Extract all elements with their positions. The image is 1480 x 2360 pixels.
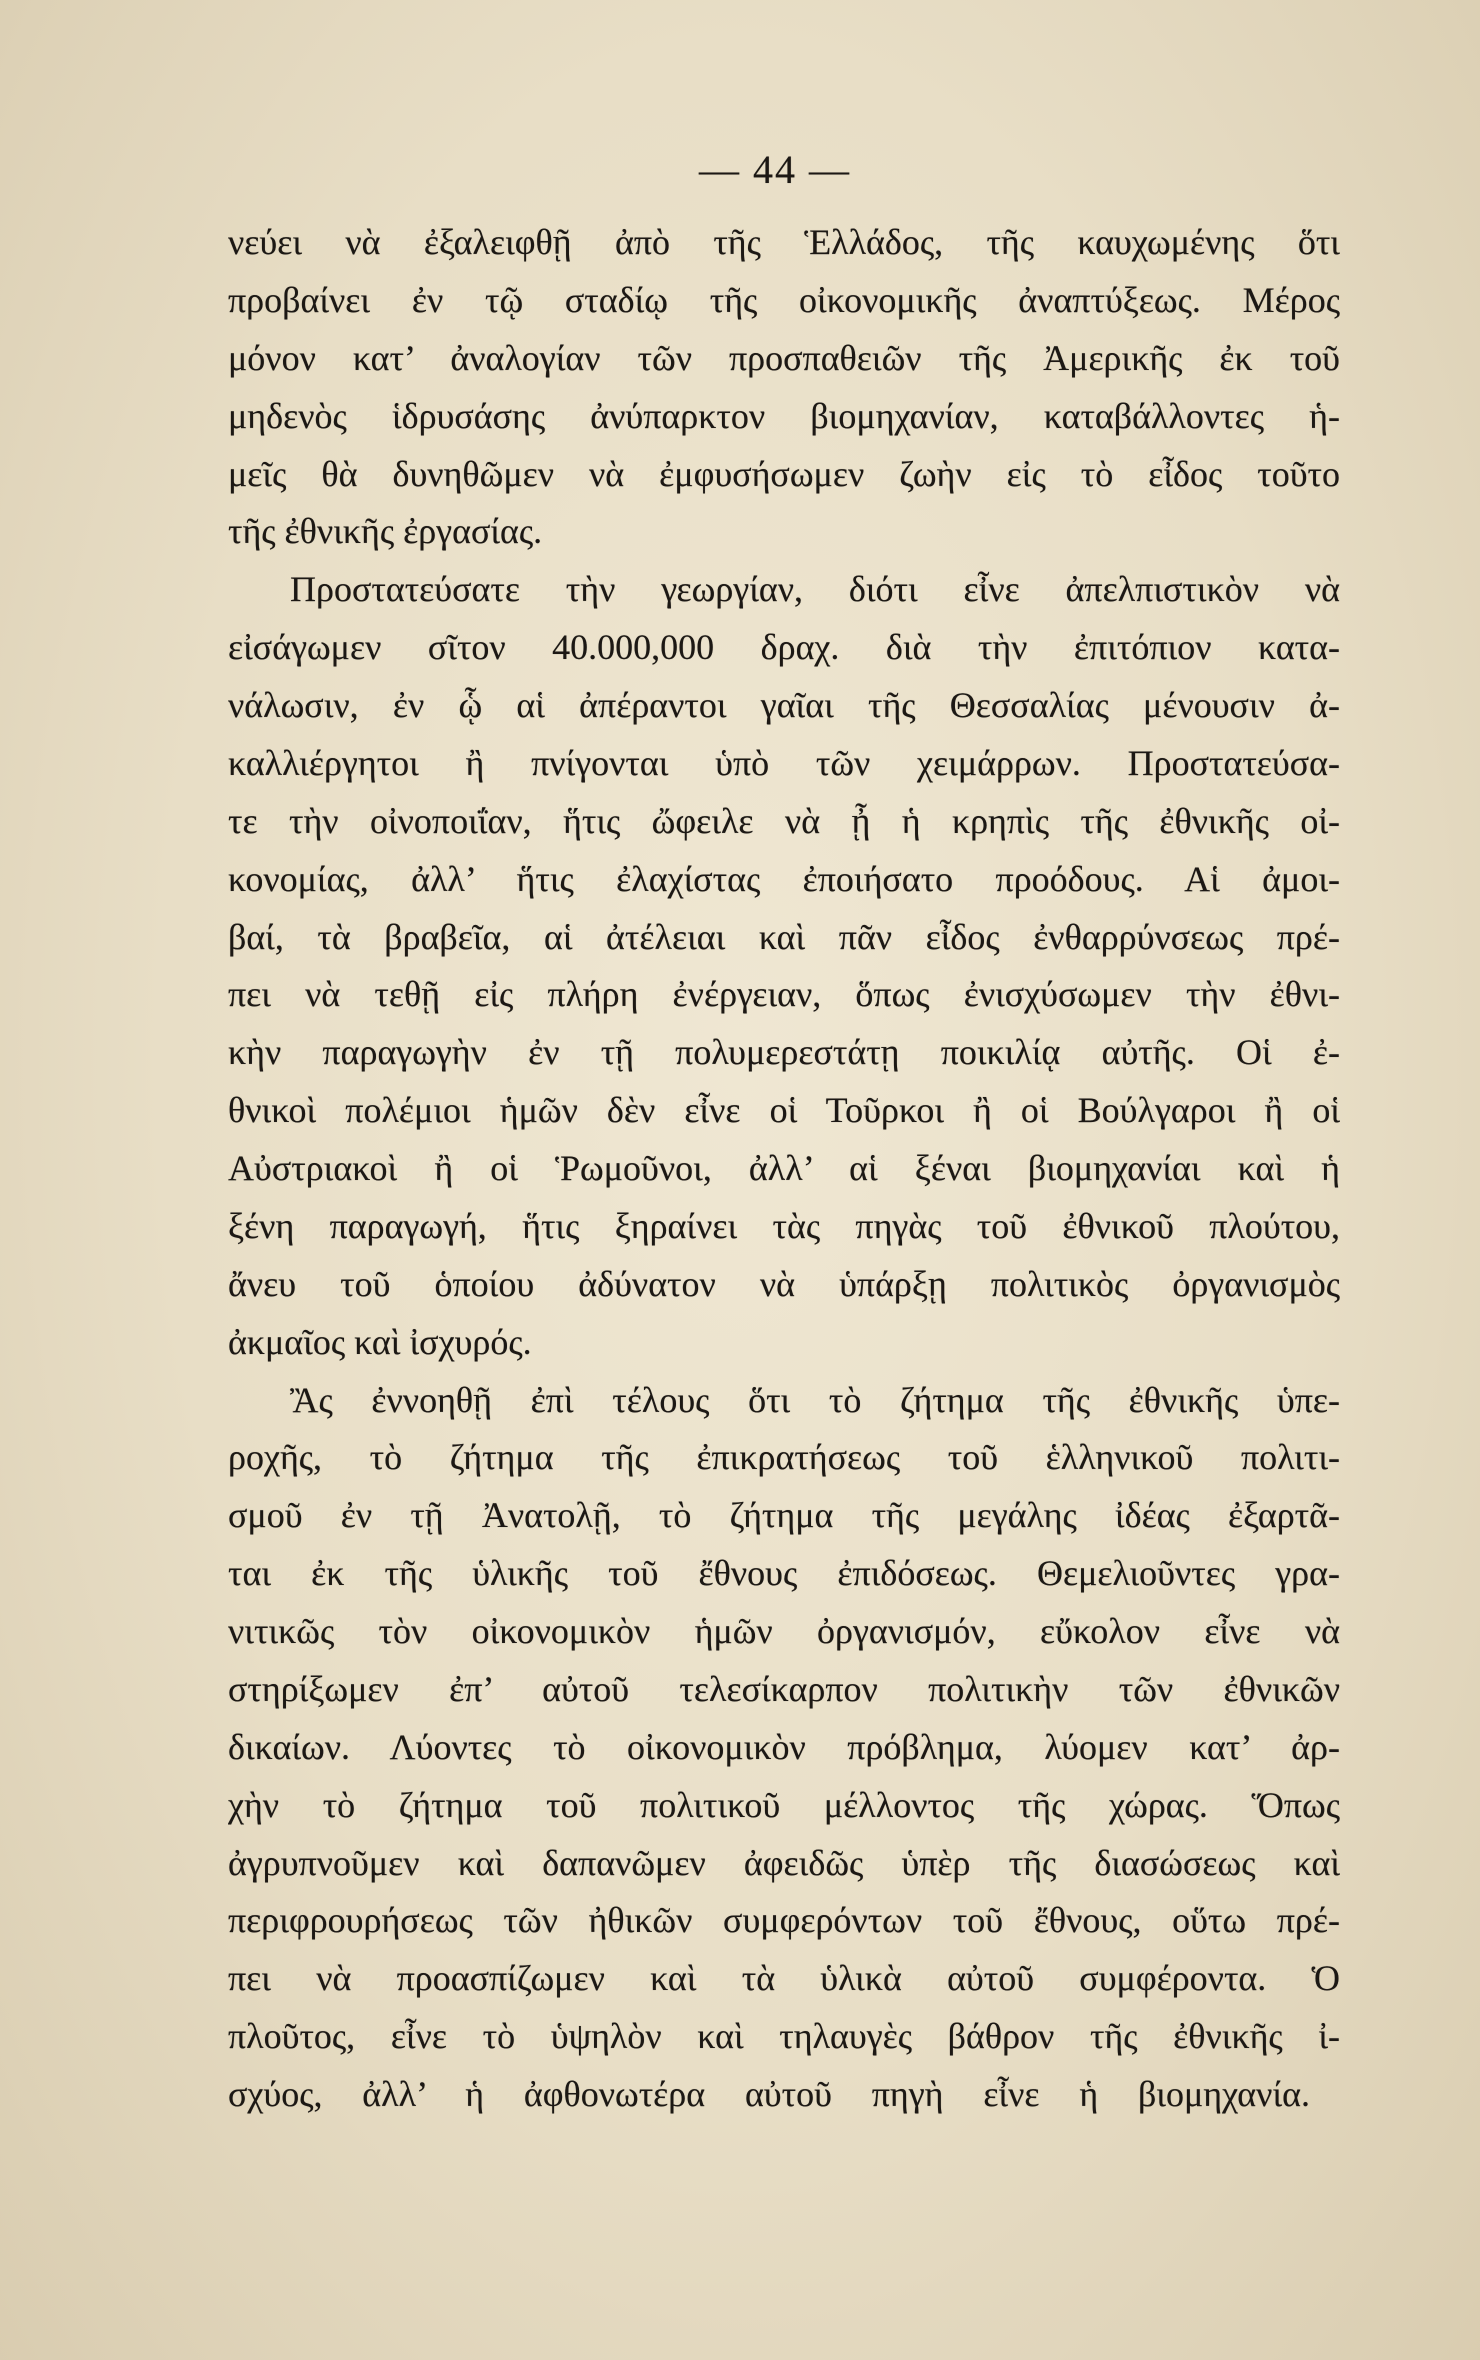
text-line: μηδενὸς ἱδρυσάσης ἀνύπαρκτον βιομηχανίαν, καταβάλλοντες ἡ- [228, 395, 1340, 436]
text-line: προβαίνει ἐν τῷ σταδίῳ τῆς οἰκονομικῆς ἀναπτύξεως. Μέρος [228, 279, 1340, 320]
text-line: ται ἐκ τῆς ὑλικῆς τοῦ ἔθνους ἐπιδόσεως. Θεμελιοῦντες γρα- [228, 1553, 1340, 1594]
text-line: νιτικῶς τὸν οἰκονομικὸν ἡμῶν ὀργανισμόν, εὔκολον εἶνε νὰ [228, 1611, 1340, 1651]
paragraph [228, 1372, 1340, 2124]
text-line: ροχῆς, τὸ ζήτημα τῆς ἐπικρατήσεως τοῦ ἑλληνικοῦ πολιτι- [228, 1437, 1340, 1478]
text-line: σχύος, ἀλλ’ ἡ ἀφθονωτέρα αὐτοῦ πηγὴ εἶνε ἡ βιομηχανία. [228, 2074, 1310, 2114]
text-line: τῆς ἐθνικῆς ἐργασίας. [228, 511, 543, 552]
text-line: Αὐστριακοὶ ἢ οἱ Ῥωμοῦνοι, ἀλλ’ αἱ ξέναι βιομηχανίαι καὶ ἡ [228, 1148, 1340, 1188]
text-block [228, 214, 1340, 2124]
text-line: σμοῦ ἐν τῇ Ἀνατολῇ, τὸ ζήτημα τῆς μεγάλης ἰδέας ἐξαρτᾶ- [228, 1495, 1340, 1536]
text-line: δικαίων. Λύοντες τὸ οἰκονομικὸν πρόβλημα, λύομεν κατ’ ἀρ- [228, 1726, 1340, 1767]
text-line: βαί, τὰ βραβεῖα, αἱ ἀτέλειαι καὶ πᾶν εἶδος ἐνθαρρύνσεως πρέ- [228, 916, 1340, 957]
page-number: — 44 — [699, 147, 851, 192]
text-line: ἄνευ τοῦ ὁποίου ἀδύνατον νὰ ὑπάρξῃ πολιτικὸς ὀργανισμὸς [228, 1263, 1340, 1304]
text-line: Ἂς ἐννοηθῇ ἐπὶ τέλους ὅτι τὸ ζήτημα τῆς ἐθνικῆς ὑπε- [290, 1379, 1340, 1420]
paragraph [228, 561, 1340, 1371]
text-line: εἰσάγωμεν σῖτον 40.000,000 δραχ. διὰ τὴν ἐπιτόπιον κατα- [228, 627, 1340, 668]
text-line: Προστατεύσατε τὴν γεωργίαν, διότι εἶνε ἀπελπιστικὸν νὰ [290, 569, 1340, 610]
text-line: θνικοὶ πολέμιοι ἡμῶν δὲν εἶνε οἱ Τοῦρκοι ἢ οἱ Βούλγαροι ἢ οἱ [228, 1090, 1340, 1131]
text-line: περιφρουρήσεως τῶν ἠθικῶν συμφερόντων τοῦ ἔθνους, οὕτω πρέ- [228, 1900, 1340, 1941]
text-line: μεῖς θὰ δυνηθῶμεν νὰ ἐμφυσήσωμεν ζωὴν εἰς τὸ εἶδος τοῦτο [228, 453, 1340, 494]
text-line: ἀκμαῖος καὶ ἰσχυρός. [228, 1321, 532, 1362]
text-line: κονομίας, ἀλλ’ ἥτις ἐλαχίστας ἐποιήσατο προόδους. Αἱ ἀμοι- [228, 858, 1340, 899]
text-line: ξένη παραγωγή, ἥτις ξηραίνει τὰς πηγὰς τοῦ ἐθνικοῦ πλούτου, [228, 1205, 1340, 1246]
text-line: νάλωσιν, ἐν ᾧ αἱ ἀπέραντοι γαῖαι τῆς Θεσσαλίας μένουσιν ἀ- [228, 685, 1340, 725]
text-line: καλλιέργητοι ἢ πνίγονται ὑπὸ τῶν χειμάρρων. Προστατεύσα- [228, 742, 1340, 783]
text-line: κὴν παραγωγὴν ἐν τῇ πολυμερεστάτῃ ποικιλίᾳ αὐτῆς. Οἱ ἐ- [228, 1032, 1340, 1073]
text-line: νεύει νὰ ἐξαλειφθῇ ἀπὸ τῆς Ἑλλάδος, τῆς καυχωμένης ὅτι [228, 222, 1340, 262]
text-line: ἀγρυπνοῦμεν καὶ δαπανῶμεν ἀφειδῶς ὑπὲρ τῆς διασώσεως καὶ [228, 1842, 1340, 1883]
text-line: χὴν τὸ ζήτημα τοῦ πολιτικοῦ μέλλοντος τῆς χώρας. Ὅπως [228, 1784, 1340, 1825]
text-line: τε τὴν οἰνοποιΐαν, ἥτις ὤφειλε νὰ ᾖ ἡ κρηπὶς τῆς ἐθνικῆς οἰ- [228, 800, 1340, 841]
text-line: πει νὰ προασπίζωμεν καὶ τὰ ὑλικὰ αὐτοῦ συμφέροντα. Ὁ [228, 1958, 1340, 1999]
paragraph [228, 214, 1340, 561]
text-line: μόνον κατ’ ἀναλογίαν τῶν προσπαθειῶν τῆς Ἀμερικῆς ἐκ τοῦ [228, 337, 1340, 378]
text-line: πει νὰ τεθῇ εἰς πλήρη ἐνέργειαν, ὅπως ἐνισχύσωμεν τὴν ἐθνι- [228, 974, 1340, 1015]
text-line: στηρίξωμεν ἐπ’ αὐτοῦ τελεσίκαρπον πολιτικὴν τῶν ἐθνικῶν [228, 1668, 1340, 1709]
text-line: πλοῦτος, εἶνε τὸ ὑψηλὸν καὶ τηλαυγὲς βάθρον τῆς ἐθνικῆς ἰ- [228, 2016, 1340, 2057]
